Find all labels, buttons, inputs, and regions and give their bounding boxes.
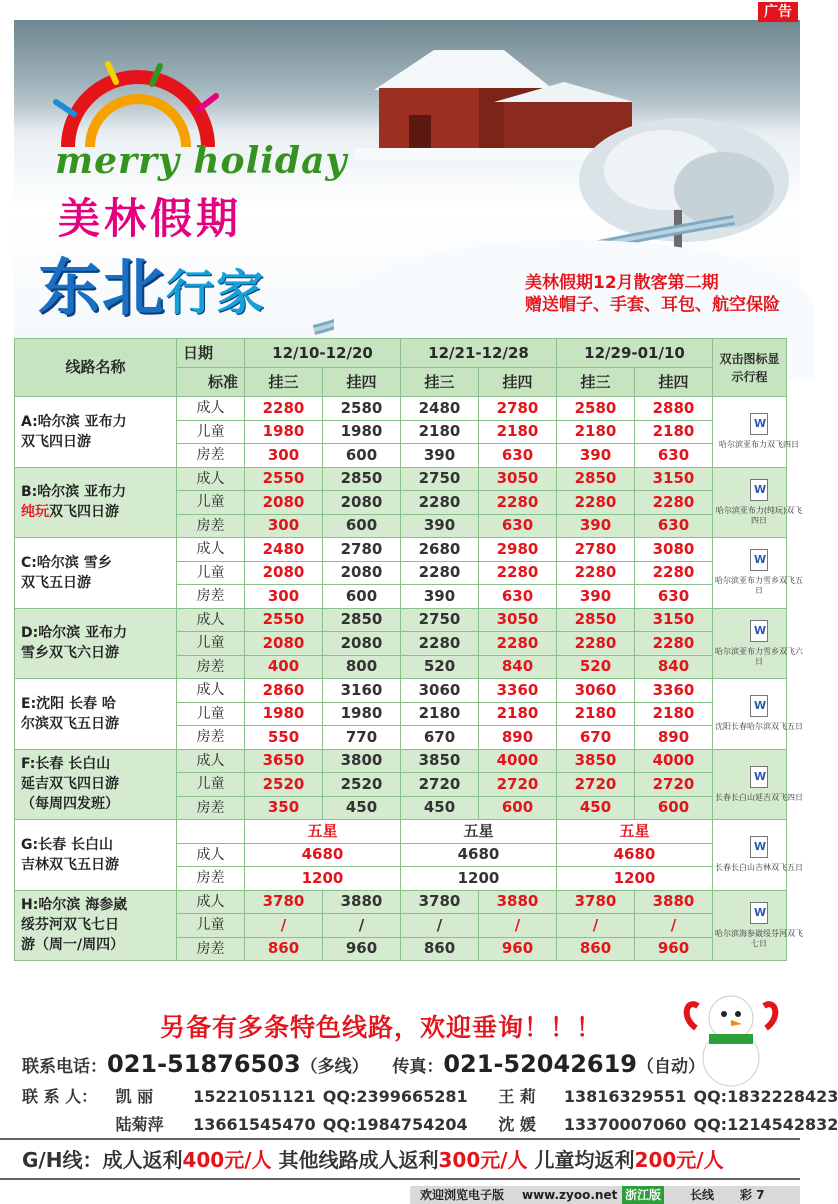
price-cell: 390 (557, 514, 635, 538)
price-cell: 2280 (401, 632, 479, 656)
route-name (15, 608, 177, 679)
price-cell: 2080 (323, 491, 401, 515)
header-route: 线路名称 (15, 339, 177, 397)
price-cell: 390 (557, 585, 635, 609)
promo-line-2: 赠送帽子、手套、耳包、航空保险 (525, 295, 780, 315)
divider (0, 1138, 800, 1140)
price-cell: 960 (323, 937, 401, 961)
row-type: 儿童 (177, 632, 245, 656)
itinerary-doc[interactable] (713, 749, 803, 820)
route-line-2: 延吉双飞四日游 (21, 776, 119, 793)
price-cell: 2180 (557, 702, 635, 726)
person-phone: 13816329551 (563, 1087, 687, 1106)
row-type: 房差 (177, 444, 245, 468)
price-cell: 2280 (479, 632, 557, 656)
itinerary-link[interactable] (713, 902, 805, 949)
price-cell: / (635, 914, 713, 938)
more-routes-notice: 另备有多条特色线路，欢迎垂询！！！ (160, 1013, 603, 1042)
price-cell: 890 (479, 726, 557, 750)
price-cell: 3060 (557, 679, 635, 703)
itinerary-doc[interactable] (713, 608, 803, 679)
price-cell: 600 (323, 444, 401, 468)
row-type: 成人 (177, 749, 245, 773)
price-cell: 3880 (479, 890, 557, 914)
person-name: 沈 媛 (498, 1115, 536, 1134)
price-cell: 2580 (323, 397, 401, 421)
price-cell: 3050 (479, 467, 557, 491)
person-qq: QQ:1214542832 (693, 1115, 838, 1134)
price-cell: 840 (635, 655, 713, 679)
row-type: 儿童 (177, 702, 245, 726)
rebate-text: G/H线：成人返利 (22, 1148, 183, 1172)
route-name (15, 749, 177, 820)
person-name: 王 莉 (498, 1087, 536, 1106)
header-period: 12/21-12/28 (401, 339, 557, 368)
price-cell: 4680 (557, 843, 713, 867)
header-sub: 挂四 (479, 368, 557, 397)
word-document-icon[interactable] (750, 902, 768, 924)
price-cell: 630 (479, 585, 557, 609)
price-cell: 2880 (635, 397, 713, 421)
route-line-1: 哈尔滨 亚布力 (38, 625, 128, 642)
price-cell: 630 (635, 444, 713, 468)
price-cell: 1200 (557, 867, 713, 891)
route-line-1: 沈阳 长春 哈 (36, 695, 116, 712)
route-code: H: (21, 897, 39, 914)
route-name (15, 890, 177, 961)
price-cell: 350 (245, 796, 323, 820)
price-cell: 3360 (635, 679, 713, 703)
price-cell: 3780 (401, 890, 479, 914)
price-cell: 2850 (323, 467, 401, 491)
route-line-3: （每周四发班） (21, 796, 119, 813)
star-label: 五星 (557, 820, 713, 844)
header-sub: 挂三 (401, 368, 479, 397)
fax-note: （自动） (637, 1057, 705, 1077)
footer-section: 长线 (690, 1188, 715, 1202)
itinerary-link[interactable] (713, 413, 805, 450)
star-label: 五星 (245, 820, 401, 844)
fax-label: 传真： (392, 1057, 444, 1077)
itinerary-link[interactable] (713, 836, 805, 873)
price-cell: 300 (245, 444, 323, 468)
word-document-icon[interactable] (750, 479, 768, 501)
price-cell: 4680 (245, 843, 401, 867)
contact-phone-line (22, 1050, 705, 1078)
price-cell: 2680 (401, 538, 479, 562)
route-line-3: 游（周一/周四） (21, 937, 125, 954)
price-cell: 670 (401, 726, 479, 750)
fax-number: 021-52042619 (443, 1050, 637, 1078)
price-cell: 550 (245, 726, 323, 750)
rebate-value: 300元/人 (438, 1148, 528, 1172)
price-cell: 3850 (557, 749, 635, 773)
price-cell: 860 (245, 937, 323, 961)
header-standard: 标准 (177, 368, 245, 397)
price-cell: 450 (557, 796, 635, 820)
price-cell: 1980 (323, 420, 401, 444)
price-cell: 2280 (557, 561, 635, 585)
price-cell: 450 (323, 796, 401, 820)
tel-number: 021-51876503 (107, 1050, 301, 1078)
route-code: C: (21, 554, 37, 571)
itinerary-doc[interactable] (713, 467, 803, 538)
price-cell: 520 (557, 655, 635, 679)
price-cell: 890 (635, 726, 713, 750)
route-name (15, 467, 177, 538)
price-cell: 2180 (479, 420, 557, 444)
price-cell: 860 (557, 937, 635, 961)
person-phone: 13661545470 (193, 1115, 316, 1134)
price-cell: 1200 (401, 867, 557, 891)
price-cell: / (245, 914, 323, 938)
price-cell: 960 (635, 937, 713, 961)
route-name (15, 820, 177, 891)
price-cell: 860 (401, 937, 479, 961)
row-type: 成人 (177, 843, 245, 867)
row-type: 成人 (177, 608, 245, 632)
price-cell: 300 (245, 585, 323, 609)
price-cell: 2080 (245, 561, 323, 585)
row-type: 儿童 (177, 914, 245, 938)
itinerary-caption: 哈尔滨海参崴绥芬河双飞七日 (715, 928, 803, 948)
sun-arcs-logo-icon (48, 62, 228, 152)
price-cell: 2280 (479, 561, 557, 585)
promo-line-1: 美林假期12月散客第二期 (525, 273, 719, 293)
price-cell: 800 (323, 655, 401, 679)
table-row (15, 608, 787, 632)
row-type: 房差 (177, 585, 245, 609)
itinerary-link[interactable] (713, 479, 805, 526)
row-type: 儿童 (177, 420, 245, 444)
contact-people-row-1 (22, 1084, 838, 1107)
price-cell: 2580 (557, 397, 635, 421)
row-type: 房差 (177, 726, 245, 750)
price-cell: 390 (401, 585, 479, 609)
route-code: F: (21, 756, 36, 773)
price-cell: 2780 (323, 538, 401, 562)
route-line-1: 长春 长白山 (38, 836, 113, 853)
row-type: 成人 (177, 467, 245, 491)
price-cell: 2720 (401, 773, 479, 797)
price-cell: 600 (323, 514, 401, 538)
contact-people-row-2 (22, 1112, 838, 1135)
slogan (38, 238, 266, 327)
itinerary-link[interactable] (713, 549, 805, 596)
price-cell: 3880 (323, 890, 401, 914)
person-name: 陆菊萍 (115, 1115, 164, 1134)
route-line-2: 吉林双飞五日游 (21, 856, 119, 873)
row-type: 成人 (177, 397, 245, 421)
table-row (15, 749, 787, 773)
price-cell: 450 (401, 796, 479, 820)
row-type: 儿童 (177, 491, 245, 515)
word-document-icon[interactable] (750, 620, 768, 642)
price-cell: 3650 (245, 749, 323, 773)
price-cell: 2280 (557, 491, 635, 515)
person-qq: QQ:1984754204 (322, 1115, 468, 1134)
table-row (15, 397, 787, 421)
divider (0, 1178, 800, 1180)
price-cell: 2750 (401, 608, 479, 632)
person-qq: QQ:2399665281 (322, 1087, 468, 1106)
price-cell: 2750 (401, 467, 479, 491)
price-cell: 2080 (323, 561, 401, 585)
price-cell: 1980 (245, 702, 323, 726)
price-cell: 520 (401, 655, 479, 679)
price-cell: 3150 (635, 467, 713, 491)
itinerary-doc[interactable] (713, 820, 803, 891)
price-cell: 2180 (635, 702, 713, 726)
route-code: E: (21, 695, 37, 712)
price-cell: 2520 (245, 773, 323, 797)
price-cell: 3850 (401, 749, 479, 773)
header-sub: 挂三 (557, 368, 635, 397)
price-cell: 3780 (557, 890, 635, 914)
slogan-small: 行家 (166, 265, 267, 321)
ad-tag: 广告 (758, 2, 798, 22)
footer-edition: 浙江版 (622, 1186, 664, 1204)
price-cell: 3800 (323, 749, 401, 773)
price-cell: 770 (323, 726, 401, 750)
price-cell: 2720 (635, 773, 713, 797)
route-line-2: 双飞四日游 (49, 504, 119, 521)
price-cell: 2180 (635, 420, 713, 444)
price-cell: 2780 (479, 397, 557, 421)
price-cell: 630 (635, 585, 713, 609)
person-name: 凯 丽 (115, 1087, 154, 1106)
itinerary-caption: 沈阳长春哈尔滨双飞五日 (715, 722, 803, 732)
footer (0, 1184, 800, 1204)
price-cell: 630 (479, 444, 557, 468)
price-cell: / (557, 914, 635, 938)
table-row (15, 820, 787, 844)
price-cell: 2850 (557, 467, 635, 491)
route-code: D: (21, 625, 39, 642)
price-cell: 630 (479, 514, 557, 538)
itinerary-doc[interactable] (713, 890, 803, 961)
price-cell: 2480 (401, 397, 479, 421)
price-cell: 600 (323, 585, 401, 609)
person-qq: QQ:1832228423 (693, 1087, 838, 1106)
price-cell: 3360 (479, 679, 557, 703)
price-cell: 960 (479, 937, 557, 961)
price-cell: 2080 (245, 491, 323, 515)
itinerary-caption: 长春长白山延吉双飞四日 (715, 792, 803, 802)
route-name (15, 397, 177, 468)
word-document-icon[interactable] (750, 695, 768, 717)
price-cell: 2480 (245, 538, 323, 562)
price-cell: 2280 (401, 561, 479, 585)
price-cell: 2780 (557, 538, 635, 562)
price-cell: 3780 (245, 890, 323, 914)
price-cell: 2860 (245, 679, 323, 703)
price-cell: 600 (479, 796, 557, 820)
price-cell: 630 (635, 514, 713, 538)
rebate-value: 400元/人 (182, 1148, 272, 1172)
row-type: 房差 (177, 655, 245, 679)
tel-label: 联系电话： (22, 1057, 107, 1077)
price-cell: 1980 (323, 702, 401, 726)
price-cell: 390 (557, 444, 635, 468)
route-line-1: 哈尔滨 雪乡 (36, 554, 112, 571)
price-cell: 300 (245, 514, 323, 538)
row-type: 成人 (177, 890, 245, 914)
rebate-line (22, 1144, 724, 1173)
row-type: 成人 (177, 538, 245, 562)
price-cell: 2280 (479, 491, 557, 515)
route-code: G: (21, 836, 39, 853)
route-line-2: 绥芬河双飞七日 (21, 917, 119, 934)
price-cell: 2550 (245, 467, 323, 491)
route-code: A: (21, 413, 38, 430)
row-type: 房差 (177, 796, 245, 820)
word-document-icon[interactable] (750, 766, 768, 788)
price-cell: / (479, 914, 557, 938)
star-label: 五星 (401, 820, 557, 844)
price-cell: 4680 (401, 843, 557, 867)
footer-welcome: 欢迎浏览电子版 (420, 1188, 505, 1202)
price-cell: 2080 (245, 632, 323, 656)
price-cell: 2080 (323, 632, 401, 656)
route-highlight: 纯玩 (21, 504, 49, 521)
price-cell: 2280 (635, 561, 713, 585)
itinerary-doc[interactable] (713, 679, 803, 750)
header-sub: 挂四 (323, 368, 401, 397)
row-type: 儿童 (177, 773, 245, 797)
tel-note: （多线） (300, 1057, 369, 1077)
route-line-1: 哈尔滨 亚布力 (37, 413, 127, 430)
price-cell: 2180 (557, 420, 635, 444)
price-cell: 4000 (635, 749, 713, 773)
price-cell: 2280 (557, 632, 635, 656)
price-cell: 2280 (401, 491, 479, 515)
price-table (14, 338, 803, 961)
price-cell: 3150 (635, 608, 713, 632)
row-type: 成人 (177, 679, 245, 703)
price-cell: 2850 (323, 608, 401, 632)
word-document-icon[interactable] (750, 836, 768, 858)
route-name (15, 679, 177, 750)
itinerary-doc[interactable] (713, 538, 803, 609)
row-type: 房差 (177, 937, 245, 961)
price-cell: 3160 (323, 679, 401, 703)
itinerary-caption: 长春长白山吉林双飞五日 (715, 863, 803, 873)
itinerary-caption: 哈尔滨亚布力双飞四日 (719, 440, 799, 450)
footer-site-link[interactable]: www.zyoo.net (522, 1188, 618, 1202)
price-cell: 2980 (479, 538, 557, 562)
table-row (15, 467, 787, 491)
price-cell: 1980 (245, 420, 323, 444)
price-cell: 400 (245, 655, 323, 679)
price-cell: 600 (635, 796, 713, 820)
footer-page: 彩 7 (740, 1188, 765, 1202)
row-type: 房差 (177, 514, 245, 538)
price-cell: 2180 (401, 420, 479, 444)
header-period: 12/29-01/10 (557, 339, 713, 368)
route-line-2: 尔滨双飞五日游 (21, 715, 119, 732)
itinerary-link[interactable] (713, 766, 805, 803)
route-line-2: 双飞五日游 (21, 574, 91, 591)
header-period: 12/10-12/20 (245, 339, 401, 368)
brand-english: merry holiday (55, 140, 348, 182)
itinerary-caption: 哈尔滨亚布力(纯玩)双飞四日 (715, 505, 803, 525)
header-sub: 挂四 (635, 368, 713, 397)
header-icon-col: 双击图标显示行程 (713, 339, 787, 397)
itinerary-link[interactable] (713, 620, 805, 667)
price-cell: 2550 (245, 608, 323, 632)
route-code: B: (21, 484, 38, 501)
row-type (177, 820, 245, 844)
person-label: 联 系 人： (22, 1087, 98, 1106)
route-line-1: 长春 长白山 (35, 756, 111, 773)
price-cell: / (401, 914, 479, 938)
price-cell: 2850 (557, 608, 635, 632)
price-cell: 2720 (557, 773, 635, 797)
row-type: 儿童 (177, 561, 245, 585)
price-cell: 2280 (245, 397, 323, 421)
price-cell: 670 (557, 726, 635, 750)
price-cell: 390 (401, 514, 479, 538)
table-row (15, 679, 787, 703)
price-cell: 840 (479, 655, 557, 679)
price-cell: 3880 (635, 890, 713, 914)
route-line-2: 双飞四日游 (21, 433, 91, 450)
word-document-icon[interactable] (750, 549, 768, 571)
price-cell: 2280 (635, 491, 713, 515)
rebate-text: 其他线路成人返利 (271, 1148, 439, 1172)
price-cell: 2280 (635, 632, 713, 656)
rebate-value: 200元/人 (634, 1148, 724, 1172)
header-date: 日期 (177, 339, 245, 368)
route-line-1: 哈尔滨 亚布力 (37, 484, 127, 501)
price-cell: 3060 (401, 679, 479, 703)
header-sub: 挂三 (245, 368, 323, 397)
rebate-text: 儿童均返利 (527, 1148, 635, 1172)
itinerary-caption: 哈尔滨亚布力雪乡双飞五日 (715, 576, 803, 596)
route-name (15, 538, 177, 609)
price-cell: 2520 (323, 773, 401, 797)
word-document-icon[interactable] (750, 413, 768, 435)
slogan-big: 东北 (38, 251, 167, 324)
price-cell: 390 (401, 444, 479, 468)
route-line-1: 哈尔滨 海参崴 (38, 897, 128, 914)
price-cell: 2180 (479, 702, 557, 726)
route-line-2: 雪乡双飞六日游 (21, 645, 119, 662)
price-cell: 2180 (401, 702, 479, 726)
person-phone: 15221051121 (193, 1087, 316, 1106)
itinerary-doc[interactable] (713, 397, 799, 468)
price-cell: 3050 (479, 608, 557, 632)
table-row (15, 890, 787, 914)
itinerary-caption: 哈尔滨亚布力雪乡双飞六日 (715, 646, 803, 666)
price-cell: 3080 (635, 538, 713, 562)
table-header-row (15, 339, 787, 368)
promo-block (525, 272, 780, 316)
table-row (15, 538, 787, 562)
brand-chinese: 美林假期 (58, 194, 243, 243)
price-cell: 4000 (479, 749, 557, 773)
price-cell: 2720 (479, 773, 557, 797)
row-type: 房差 (177, 867, 245, 891)
itinerary-link[interactable] (713, 695, 805, 732)
price-cell: 1200 (245, 867, 401, 891)
price-cell: / (323, 914, 401, 938)
person-phone: 13370007060 (563, 1115, 687, 1134)
